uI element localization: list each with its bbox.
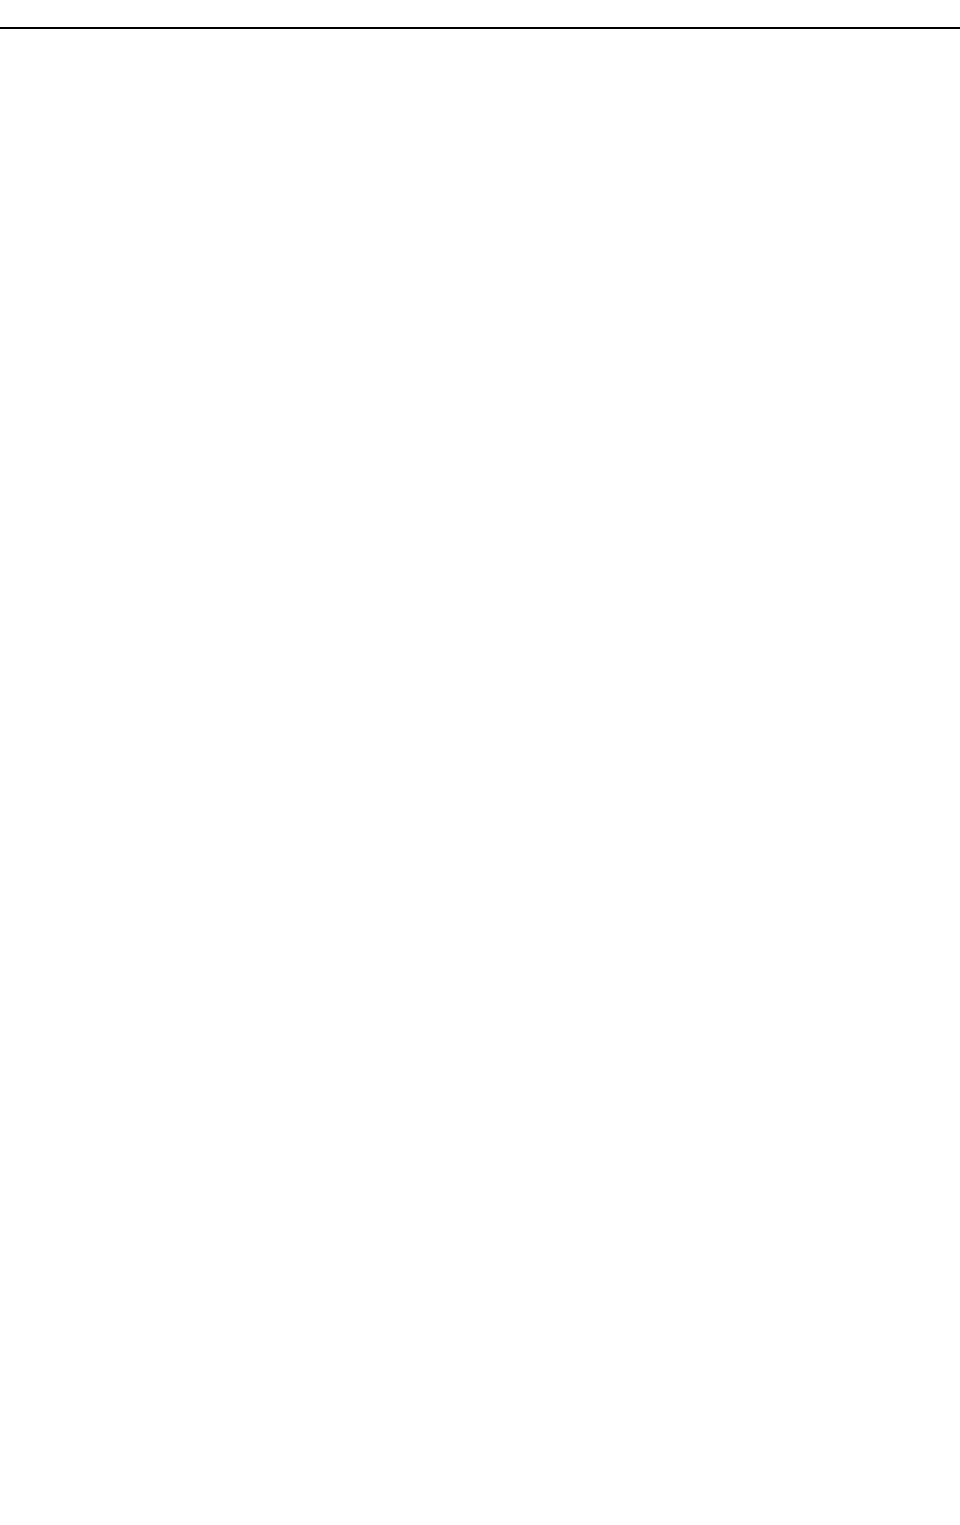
points-table-header <box>0 564 960 584</box>
page-header <box>0 2 960 26</box>
header-rule <box>0 27 960 29</box>
